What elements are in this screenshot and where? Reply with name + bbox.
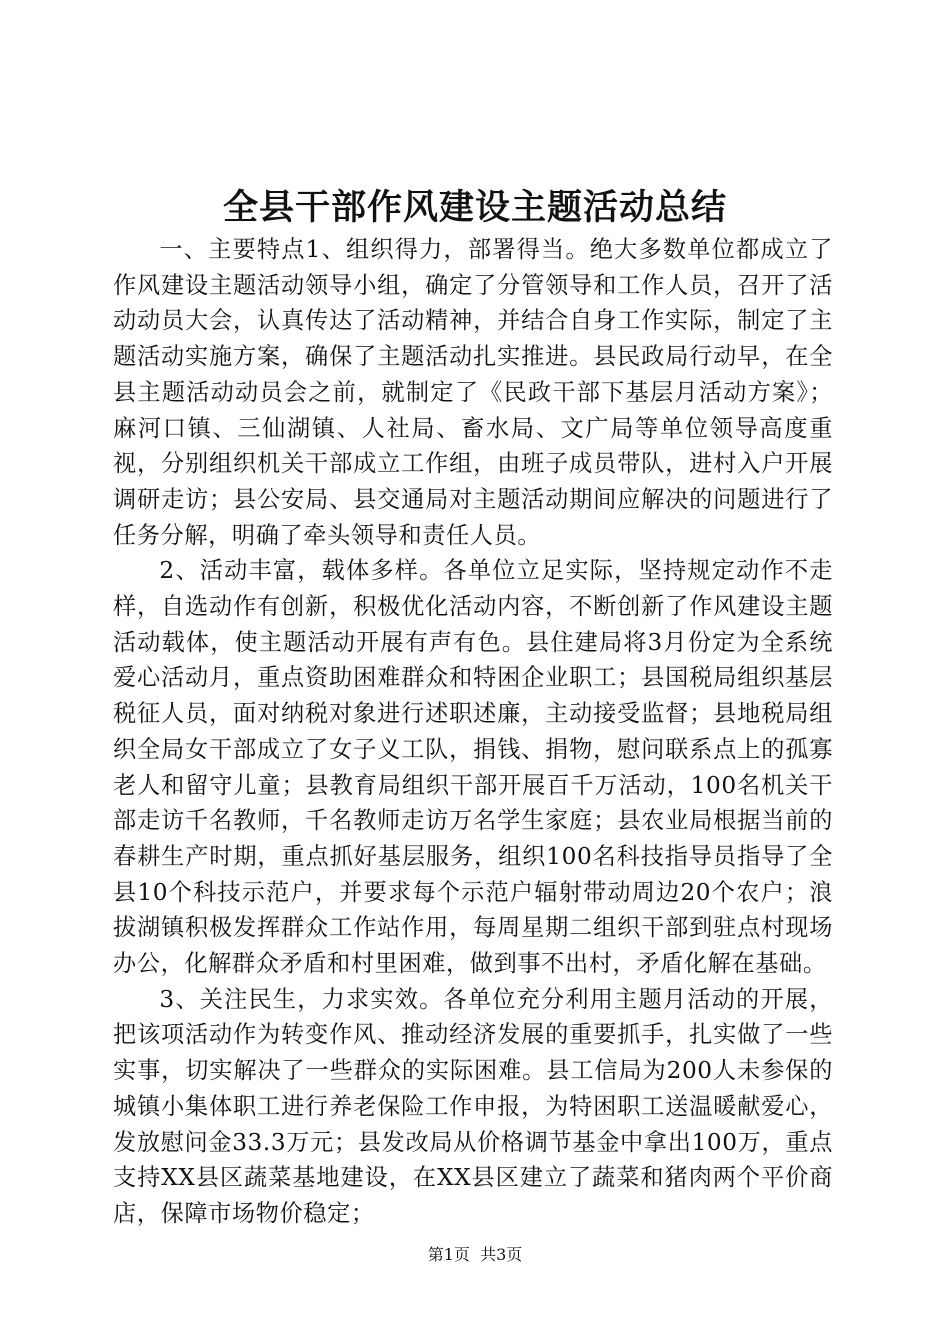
document-body (113, 232, 833, 1232)
page-total: 共3页 (480, 1245, 523, 1264)
paragraph-rich-activities: 2、活动丰富，载体多样。各单位立足实际，坚持规定动作不走样，自选动作有创新，积极优化活动内容，不断创新了作风建设主题活动载体，使主题活动开展有声有色。县住建局将3月份定为全系统爱心活动月，重点资助困难群众和特困企业职工；县国税局组织基层税征人员，面对纳税对象进行述职述廉，主动接受监督；县地税局组织全局女干部成立了女子义工队，捐钱、捐物，慰问联系点上的孤寡老人和留守儿童；县教育局组织干部开展百千万活动，100名机关干部走访千名教师，千名教师走访万名学生家庭；县农业局根据当前的春耕生产时期，重点抓好基层服务，组织100名科技指导员指导了全县10个科技示范户，并要求每个示范户辐射带动周边20个农户；浪拔湖镇积极发挥群众工作站作用，每周星期二组织干部到驻点村现场办公，化解群众矛盾和村里困难，做到事不出村，矛盾化解在基础。 (113, 557, 833, 978)
document-title: 全县干部作风建设主题活动总结 (222, 187, 727, 228)
page-number: 第1页 (427, 1245, 470, 1264)
page-footer (0, 1245, 950, 1265)
paragraph-livelihood: 3、关注民生，力求实效。各单位充分利用主题月活动的开展，把该项活动作为转变作风、推动经济发展的重要抓手，扎实做了一些实事，切实解决了一些群众的实际困难。县工信局为200人未参保的城镇小集体职工进行养老保险工作申报，为特困职工送温暖献爱心，发放慰问金33.3万元；县发改局从价格调节基金中拿出100万，重点支持XX县区蔬菜基地建设，在XX县区建立了蔬菜和猪肉两个平价商店，保障市场物价稳定； (113, 985, 833, 1227)
paragraph-main-features: 一、主要特点1、组织得力，部署得当。绝大多数单位都成立了作风建设主题活动领导小组，确定了分管领导和工作人员，召开了活动动员大会，认真传达了活动精神，并结合自身工作实际，制定了主题活动实施方案，确保了主题活动扎实推进。县民政局行动早，在全县主题活动动员会之前，就制定了《民政干部下基层月活动方案》；麻河口镇、三仙湖镇、人社局、畜水局、文广局等单位领导高度重视，分别组织机关干部成立工作组，由班子成员带队，进村入户开展调研走访；县公安局、县交通局对主题活动期间应解决的问题进行了任务分解，明确了牵头领导和责任人员。 (113, 236, 833, 549)
